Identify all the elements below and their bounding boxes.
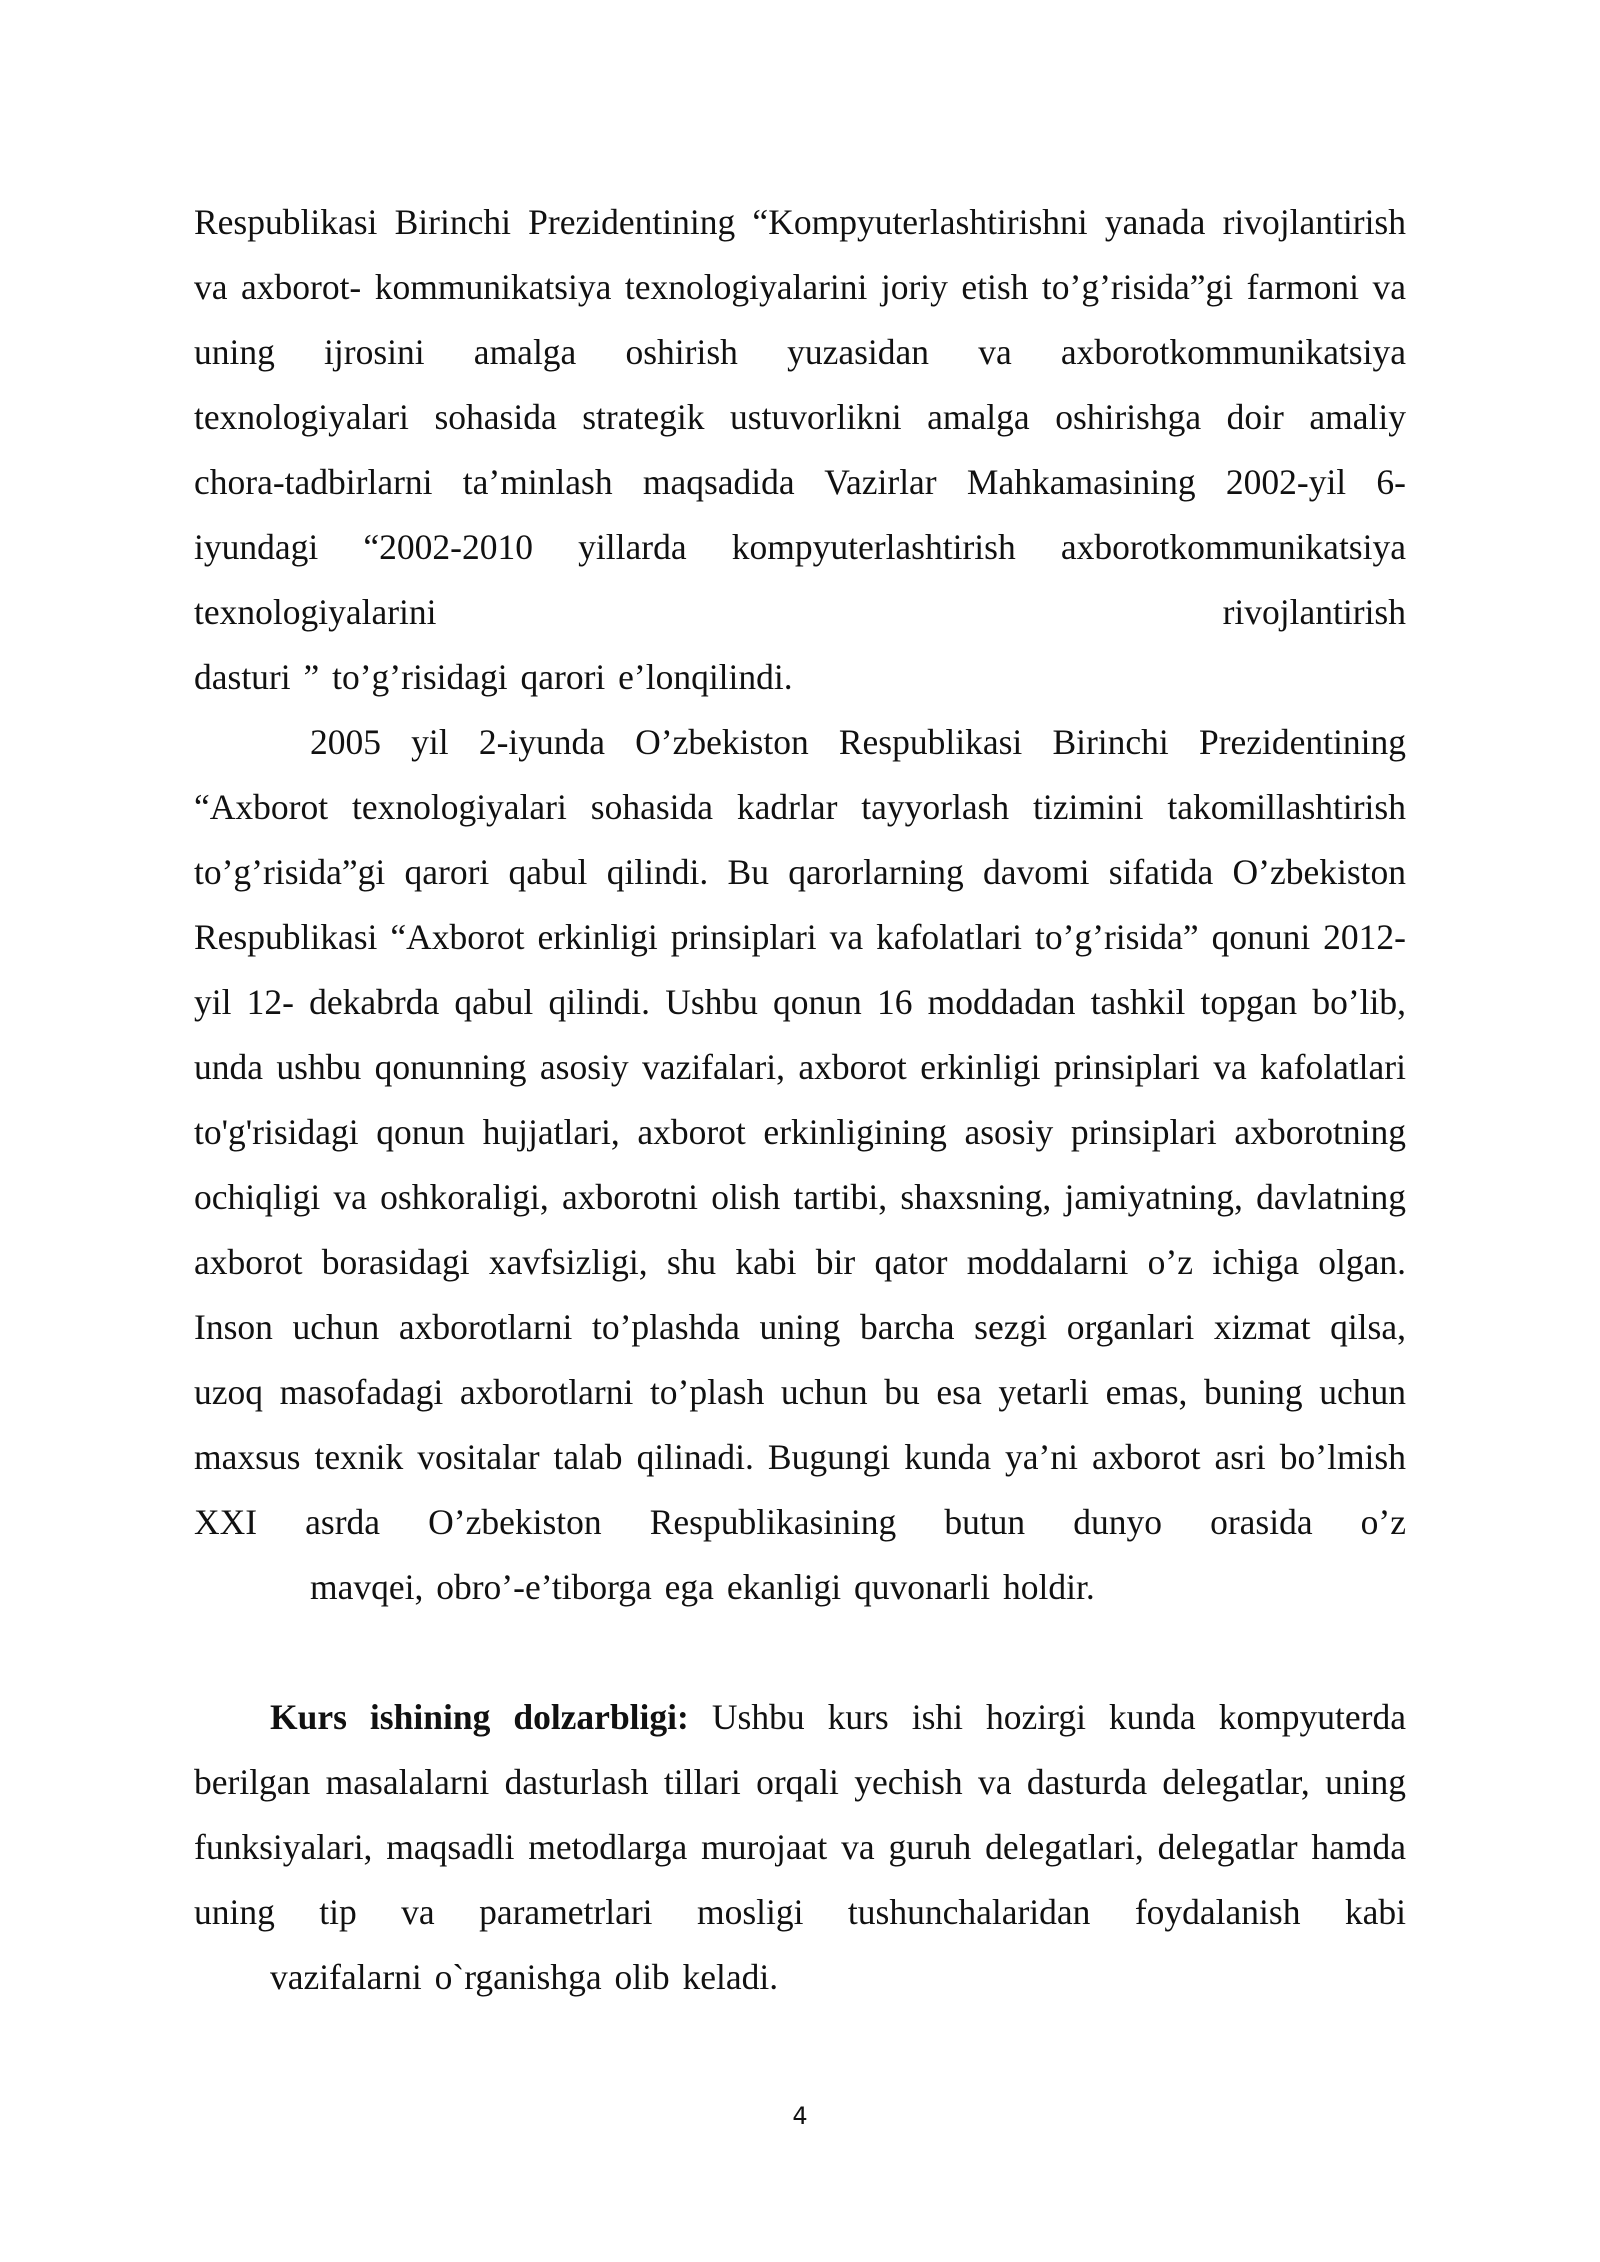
paragraph-text: Respublikasi Birinchi Prezidentining “Kompyuterlashtirishni yanada rivojlantirish va axborot- kommunikatsiya texnologiyalarini joriy etish to’g’risida”gi farmoni va uning ijrosini amalga oshirish yuzasidan va axborotkommunikatsiya texnologiyalari sohasida strategik ustuvorlikni amalga oshirishga doir amaliy chora-tadbirlarni ta’minlash maqsadida Vazirlar Mahkamasining 2002-yil 6-iyundagi “2002-2010 yillarda kompyuterlashtirish axborotkommunikatsiya texnologiyalarini rivojlantirish	[194, 202, 1406, 632]
paragraph-relevance	[194, 1685, 1406, 2010]
paragraph-last-line: mavqei, obro’-e’tiborga ega ekanligi quvonarli holdir.	[310, 1567, 1095, 1607]
paragraph-last-line: dasturi ” to’g’risidagi qarori e’lonqilindi.	[194, 657, 793, 697]
paragraph-decree-2002	[194, 190, 1406, 710]
paragraph-last-line: vazifalarni o`rganishga olib keladi.	[270, 1957, 779, 1997]
paragraph-text: 2005 yil 2-iyunda O’zbekiston Respublikasi Birinchi Prezidentining “Axborot texnologiyalari sohasida kadrlar tayyorlash tizimini takomillashtirish to’g’risida”gi qarori qabul qilindi. Bu qarorlarning davomi sifatida O’zbekiston Respublikasi “Axborot erkinligi prinsiplari va kafolatlari to’g’risida” qonuni 2012-yil 12- dekabrda qabul qilindi. Ushbu qonun 16 moddadan tashkil topgan bo’lib, unda ushbu qonunning asosiy vazifalari, axborot erkinligi prinsiplari va kafolatlari to'g'risidagi qonun hujjatlari, axborot erkinligining asosiy prinsiplari axborotning ochiqligi va oshkoraligi, axborotni olish tartibi, shaxsning, jamiyatning, davlatning axborot borasidagi xavfsizligi, shu kabi bir qator moddalarni o’z ichiga olgan. Inson uchun axborotlarni to’plashda uning barcha sezgi organlari xizmat qilsa, uzoq masofadagi axborotlarni to’plash uchun bu esa yetarli emas, buning uchun maxsus texnik vositalar talab qilinadi. Bugungi kunda ya’ni axborot asri bo’lmish XXI asrda O’zbekiston Respublikasining butun dunyo orasida o’z	[194, 722, 1406, 1542]
section-heading: Kurs ishining dolzarbligi:	[270, 1697, 689, 1737]
page-number: 4	[792, 2102, 808, 2130]
document-body	[194, 190, 1406, 2010]
paragraph-text: Ushbu kurs ishi hozirgi kunda kompyuterda berilgan masalalarni dasturlash tillari orqali yechish va dasturda delegatlar, uning funksiyalari, maqsadli metodlarga murojaat va guruh delegatlari, delegatlar hamda uning tip va parametrlari mosligi tushunchalaridan foydalanish kabi	[194, 1697, 1407, 1932]
paragraph-decision-2005	[194, 710, 1406, 1620]
